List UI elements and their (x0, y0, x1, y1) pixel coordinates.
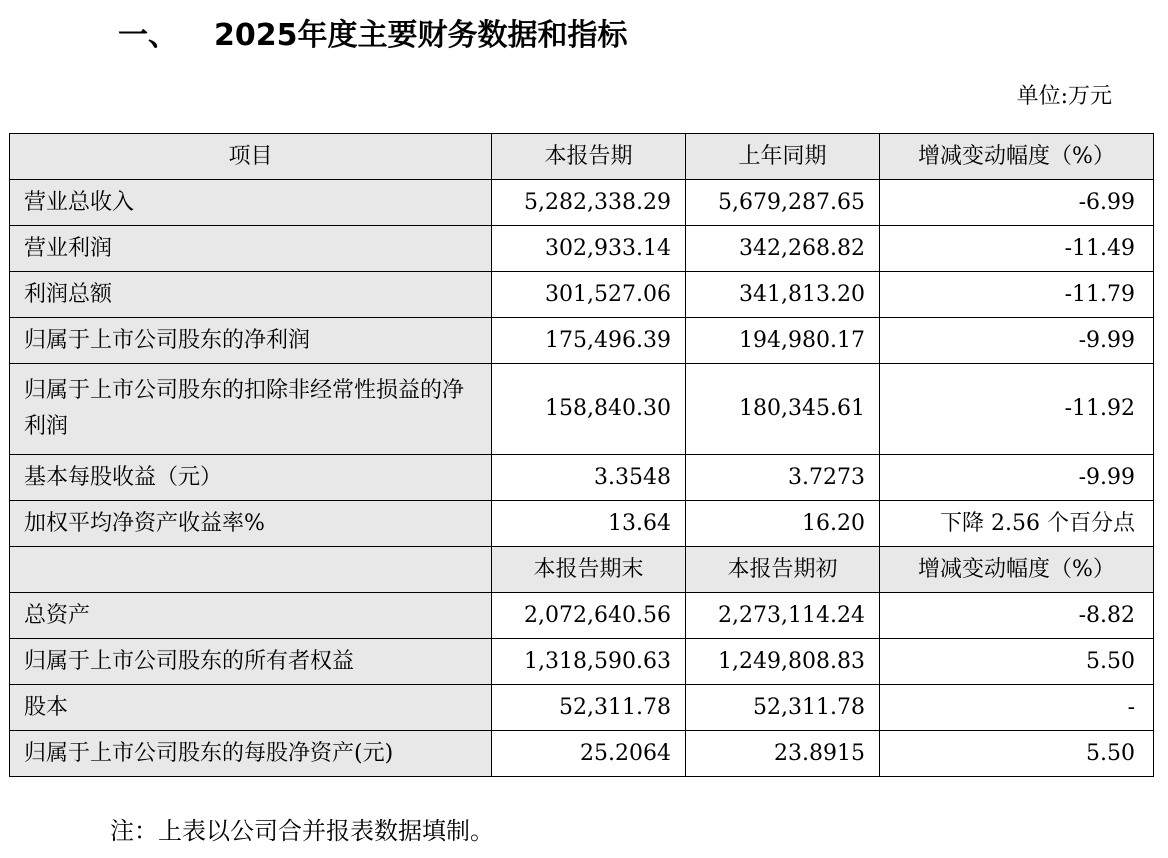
cell-change-value: - (880, 685, 1154, 731)
cell-change-value: -11.49 (880, 226, 1154, 272)
cell-prior-value: 3.7273 (686, 455, 880, 501)
cell-current-value: 5,282,338.29 (492, 180, 686, 226)
cell-change-value: -11.79 (880, 272, 1154, 318)
cell-prior-value: 5,679,287.65 (686, 180, 880, 226)
table-row (10, 364, 1154, 455)
table-header-row (10, 134, 1154, 180)
table-row (10, 180, 1154, 226)
row-label: 利润总额 (10, 272, 492, 318)
cell-prior-value: 194,980.17 (686, 318, 880, 364)
cell-prior-value: 180,345.61 (686, 364, 880, 455)
subheader-cell-change: 增减变动幅度（%） (880, 547, 1154, 593)
row-label: 股本 (10, 685, 492, 731)
cell-period-end-value: 2,072,640.56 (492, 593, 686, 639)
row-label: 加权平均净资产收益率% (10, 501, 492, 547)
cell-change-value: 5.50 (880, 731, 1154, 777)
section-heading (118, 14, 628, 58)
table-footnote: 注：上表以公司合并报表数据填制。 (110, 817, 494, 845)
cell-period-end-value: 25.2064 (492, 731, 686, 777)
cell-prior-value: 342,268.82 (686, 226, 880, 272)
unit-label: 单位:万元 (1016, 84, 1112, 109)
cell-current-value: 13.64 (492, 501, 686, 547)
cell-change-value: -9.99 (880, 318, 1154, 364)
cell-change-value: -11.92 (880, 364, 1154, 455)
section-number: 一、 (118, 18, 178, 53)
table-row (10, 731, 1154, 777)
subheader-cell-item (10, 547, 492, 593)
row-label: 归属于上市公司股东的净利润 (10, 318, 492, 364)
row-label: 归属于上市公司股东的扣除非经常性损益的净利润 (10, 364, 492, 455)
cell-period-end-value: 52,311.78 (492, 685, 686, 731)
cell-change-value: -8.82 (880, 593, 1154, 639)
table-subheader-row (10, 547, 1154, 593)
cell-current-value: 175,496.39 (492, 318, 686, 364)
cell-period-start-value: 2,273,114.24 (686, 593, 880, 639)
header-cell-current-period: 本报告期 (492, 134, 686, 180)
cell-current-value: 301,527.06 (492, 272, 686, 318)
subheader-cell-period-end: 本报告期末 (492, 547, 686, 593)
cell-prior-value: 16.20 (686, 501, 880, 547)
cell-prior-value: 341,813.20 (686, 272, 880, 318)
section-title: 2025年度主要财务数据和指标 (214, 18, 628, 53)
table-row (10, 226, 1154, 272)
row-label: 基本每股收益（元） (10, 455, 492, 501)
table-row (10, 455, 1154, 501)
header-cell-prior-period: 上年同期 (686, 134, 880, 180)
cell-change-value: 5.50 (880, 639, 1154, 685)
table-row (10, 685, 1154, 731)
cell-period-start-value: 1,249,808.83 (686, 639, 880, 685)
header-cell-item: 项目 (10, 134, 492, 180)
header-cell-change: 增减变动幅度（%） (880, 134, 1154, 180)
cell-current-value: 302,933.14 (492, 226, 686, 272)
table-row (10, 501, 1154, 547)
table-row (10, 639, 1154, 685)
row-label: 营业总收入 (10, 180, 492, 226)
row-label: 总资产 (10, 593, 492, 639)
cell-current-value: 158,840.30 (492, 364, 686, 455)
cell-period-start-value: 23.8915 (686, 731, 880, 777)
row-label: 营业利润 (10, 226, 492, 272)
table-row (10, 272, 1154, 318)
table-row (10, 318, 1154, 364)
subheader-cell-period-start: 本报告期初 (686, 547, 880, 593)
cell-period-end-value: 1,318,590.63 (492, 639, 686, 685)
row-label: 归属于上市公司股东的每股净资产(元) (10, 731, 492, 777)
cell-period-start-value: 52,311.78 (686, 685, 880, 731)
financial-data-table (9, 133, 1154, 777)
cell-change-value: 下降 2.56 个百分点 (880, 501, 1154, 547)
cell-change-value: -9.99 (880, 455, 1154, 501)
cell-current-value: 3.3548 (492, 455, 686, 501)
table-row (10, 593, 1154, 639)
row-label: 归属于上市公司股东的所有者权益 (10, 639, 492, 685)
cell-change-value: -6.99 (880, 180, 1154, 226)
